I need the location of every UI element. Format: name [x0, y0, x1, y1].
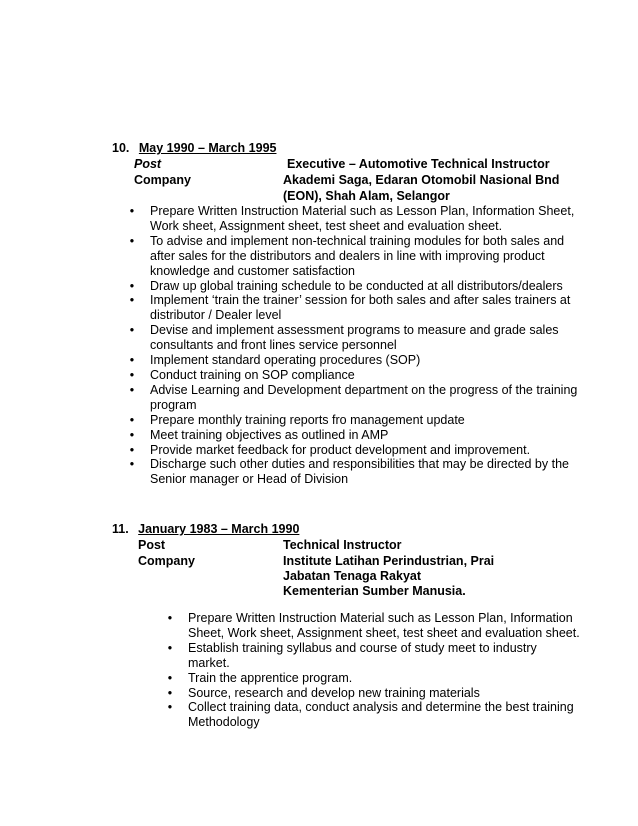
bullet-item	[167, 685, 608, 701]
entry-11-period: January 1983 – March 1990	[138, 522, 300, 536]
bullet-dot-icon: •	[129, 233, 135, 248]
bullet-line: To advise and implement non-technical training modules for both sales and	[150, 233, 565, 248]
bullet-line: after sales for the distributors and dealers in line with improving product	[150, 248, 545, 263]
bullet-dot-icon: •	[129, 367, 135, 382]
entry-11-company-label: Company	[138, 554, 195, 568]
bullet-dot-icon: •	[129, 382, 135, 397]
bullet-dot-icon: •	[129, 427, 135, 442]
bullet-line: Prepare monthly training reports fro management update	[150, 412, 465, 427]
entry-10-number: 10.	[112, 141, 130, 155]
bullet-dot-icon: •	[167, 700, 173, 715]
bullet-item	[129, 367, 600, 383]
bullet-line: Work sheet, Assignment sheet, test sheet and evaluation sheet.	[150, 218, 503, 233]
bullet-dot-icon: •	[129, 442, 135, 457]
bullet-line: Meet training objectives as outlined in AMP	[150, 427, 389, 442]
bullet-line: Sheet, Work sheet, Assignment sheet, test sheet and evaluation sheet.	[188, 625, 580, 640]
bullet-line: Implement ‘train the trainer’ session for both sales and after sales trainers at	[150, 293, 571, 308]
bullet-item	[129, 412, 600, 428]
bullet-item	[129, 278, 600, 294]
entry-11-number: 11.	[112, 522, 129, 536]
bullet-item	[129, 457, 600, 487]
entry-10-period: May 1990 – March 1995	[138, 141, 277, 155]
bullet-line: Conduct training on SOP compliance	[150, 367, 355, 382]
bullet-line: knowledge and customer satisfaction	[150, 263, 355, 278]
entry-11-heading	[112, 522, 299, 536]
bullet-item	[129, 293, 600, 323]
bullet-item	[129, 323, 600, 353]
entry-10-company-line2: (EON), Shah Alam, Selangor	[283, 189, 450, 203]
bullet-line: Methodology	[188, 715, 260, 730]
bullet-item	[129, 442, 600, 458]
entry-11-post-value: Technical Instructor	[283, 538, 402, 552]
bullet-line: distributor / Dealer level	[150, 308, 282, 323]
bullet-item	[129, 382, 600, 413]
bullet-line: Collect training data, conduct analysis and determine the best training	[188, 700, 574, 715]
bullet-dot-icon: •	[129, 353, 135, 368]
bullet-dot-icon: •	[129, 293, 135, 308]
bullet-dot-icon: •	[167, 611, 173, 625]
entry-10-company-line1: Akademi Saga, Edaran Otomobil Nasional Bnd	[283, 173, 560, 187]
bullet-item	[129, 204, 600, 234]
bullet-dot-icon: •	[129, 323, 135, 338]
entry-11-company-line1: Institute Latihan Perindustrian, Prai	[283, 554, 495, 568]
entry-11-company-line2: Jabatan Tenaga Rakyat	[283, 569, 422, 583]
bullet-item	[129, 233, 600, 279]
bullet-dot-icon: •	[129, 278, 135, 293]
bullet-line: Train the apprentice program.	[188, 670, 353, 685]
bullet-item	[167, 640, 608, 671]
bullet-line: Draw up global training schedule to be conducted at all distributors/dealers	[150, 278, 563, 293]
bullet-line: consultants and front lines service personnel	[150, 338, 397, 353]
bullet-dot-icon: •	[167, 685, 173, 700]
bullet-line: Senior manager or Head of Division	[150, 472, 349, 487]
bullet-line: market.	[188, 655, 230, 670]
bullet-item	[167, 611, 608, 641]
bullet-line: program	[150, 397, 197, 412]
entry-10-company-label: Company	[134, 173, 191, 187]
entry-11-post-label: Post	[138, 538, 166, 552]
bullet-dot-icon: •	[167, 640, 173, 655]
entry-11-bullet-list	[167, 611, 608, 730]
bullet-line: Source, research and develop new training materials	[188, 685, 480, 700]
bullet-line: Establish training syllabus and course of study meet to industry	[188, 640, 537, 655]
bullet-line: Discharge such other duties and responsibilities that may be directed by the	[150, 457, 569, 472]
entry-10-heading	[112, 141, 276, 155]
entry-10-post-label: Post	[134, 157, 162, 171]
bullet-line: Prepare Written Instruction Material such as Lesson Plan, Information	[188, 611, 573, 625]
bullet-dot-icon: •	[129, 412, 135, 427]
bullet-line: Implement standard operating procedures (SOP)	[150, 353, 421, 368]
entry-10-post-value: Executive – Automotive Technical Instructor	[287, 157, 550, 171]
bullet-line: Devise and implement assessment programs to measure and grade sales	[150, 323, 559, 338]
bullet-item	[167, 700, 608, 730]
bullet-dot-icon: •	[129, 457, 135, 472]
entry-11-company-line3: Kementerian Sumber Manusia.	[283, 584, 466, 598]
bullet-line: Prepare Written Instruction Material such as Lesson Plan, Information Sheet,	[150, 204, 575, 218]
bullet-item	[129, 427, 600, 443]
bullet-item	[167, 670, 608, 686]
bullet-item	[129, 353, 600, 368]
bullet-dot-icon: •	[129, 204, 135, 218]
bullet-line: Provide market feedback for product development and improvement.	[150, 442, 531, 457]
bullet-dot-icon: •	[167, 670, 173, 685]
bullet-line: Advise Learning and Development department on the progress of the training	[150, 382, 578, 397]
entry-10-bullet-list	[129, 204, 600, 487]
